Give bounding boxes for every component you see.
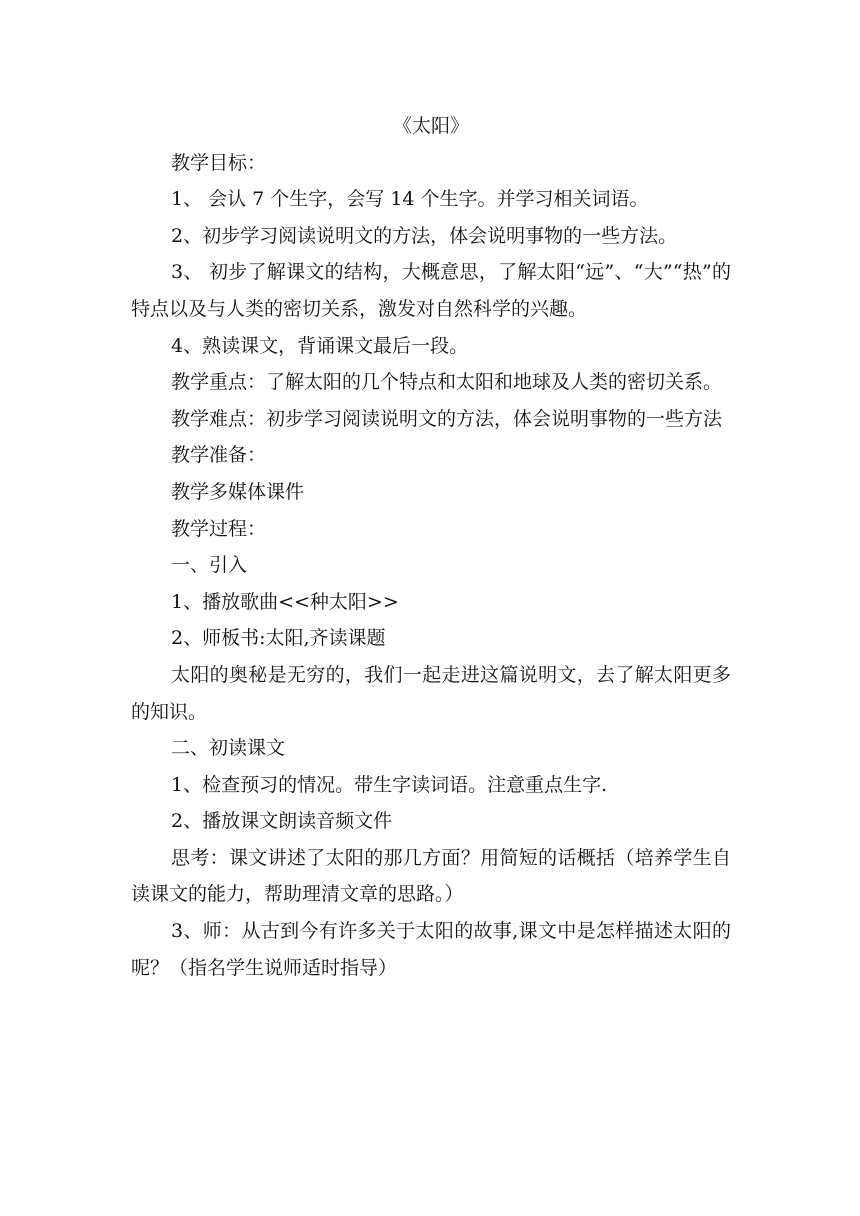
paragraph-preparation: 教学多媒体课件	[171, 480, 305, 503]
paragraph-goal-2: 2、初步学习阅读说明文的方法，体会说明事物的一些方法。	[171, 224, 678, 247]
paragraph-reading-step-3: 3、师：从古到今有许多关于太阳的故事,课文中是怎样描述太阳的呢？（指名学生说师适时指导）	[131, 920, 731, 979]
document-body	[131, 108, 731, 986]
paragraph-reading-step-1: 1、检查预习的情况。带生字读词语。注意重点生字.	[171, 773, 608, 796]
paragraph-intro-step-2: 2、师板书:太阳,齐读课题	[171, 627, 386, 650]
paragraph-key-points: 教学重点：了解太阳的几个特点和太阳和地球及人类的密切关系。	[171, 371, 723, 394]
paragraph-reading-step-2: 2、播放课文朗读音频文件	[171, 810, 393, 833]
paragraph-preparation-heading: 教学准备：	[171, 444, 267, 467]
paragraph-goal-1: 1、 会认 7 个生字，会写 14 个生字。并学习相关词语。	[171, 188, 649, 211]
paragraph-teaching-goals-heading: 教学目标：	[171, 151, 267, 174]
paragraph-thinking-question: 思考：课文讲述了太阳的那几方面？用简短的话概括（培养学生自读课文的能力，帮助理清文章的思路。）	[131, 846, 731, 906]
paragraph-difficult-points: 教学难点：初步学习阅读说明文的方法，体会说明事物的一些方法	[171, 407, 723, 430]
paragraph-intro-step-1: 1、播放歌曲<<种太阳>>	[171, 590, 399, 613]
paragraph-process-heading: 教学过程：	[171, 517, 267, 540]
paragraph-intro-text: 太阳的奥秘是无穷的，我们一起走进这篇说明文，去了解太阳更多的知识。	[131, 663, 731, 723]
paragraph-goal-3: 3、 初步了解课文的结构，大概意思，了解太阳“远”、“大”“热”的特点以及与人类的密切关系，激发对自然科学的兴趣。	[131, 261, 731, 320]
document-title: 《太阳》	[392, 115, 469, 137]
paragraph-section-intro: 一、引入	[171, 554, 248, 577]
paragraph-section-first-reading: 二、初读课文	[171, 737, 286, 760]
paragraph-goal-4: 4、熟读课文，背诵课文最后一段。	[171, 334, 469, 357]
